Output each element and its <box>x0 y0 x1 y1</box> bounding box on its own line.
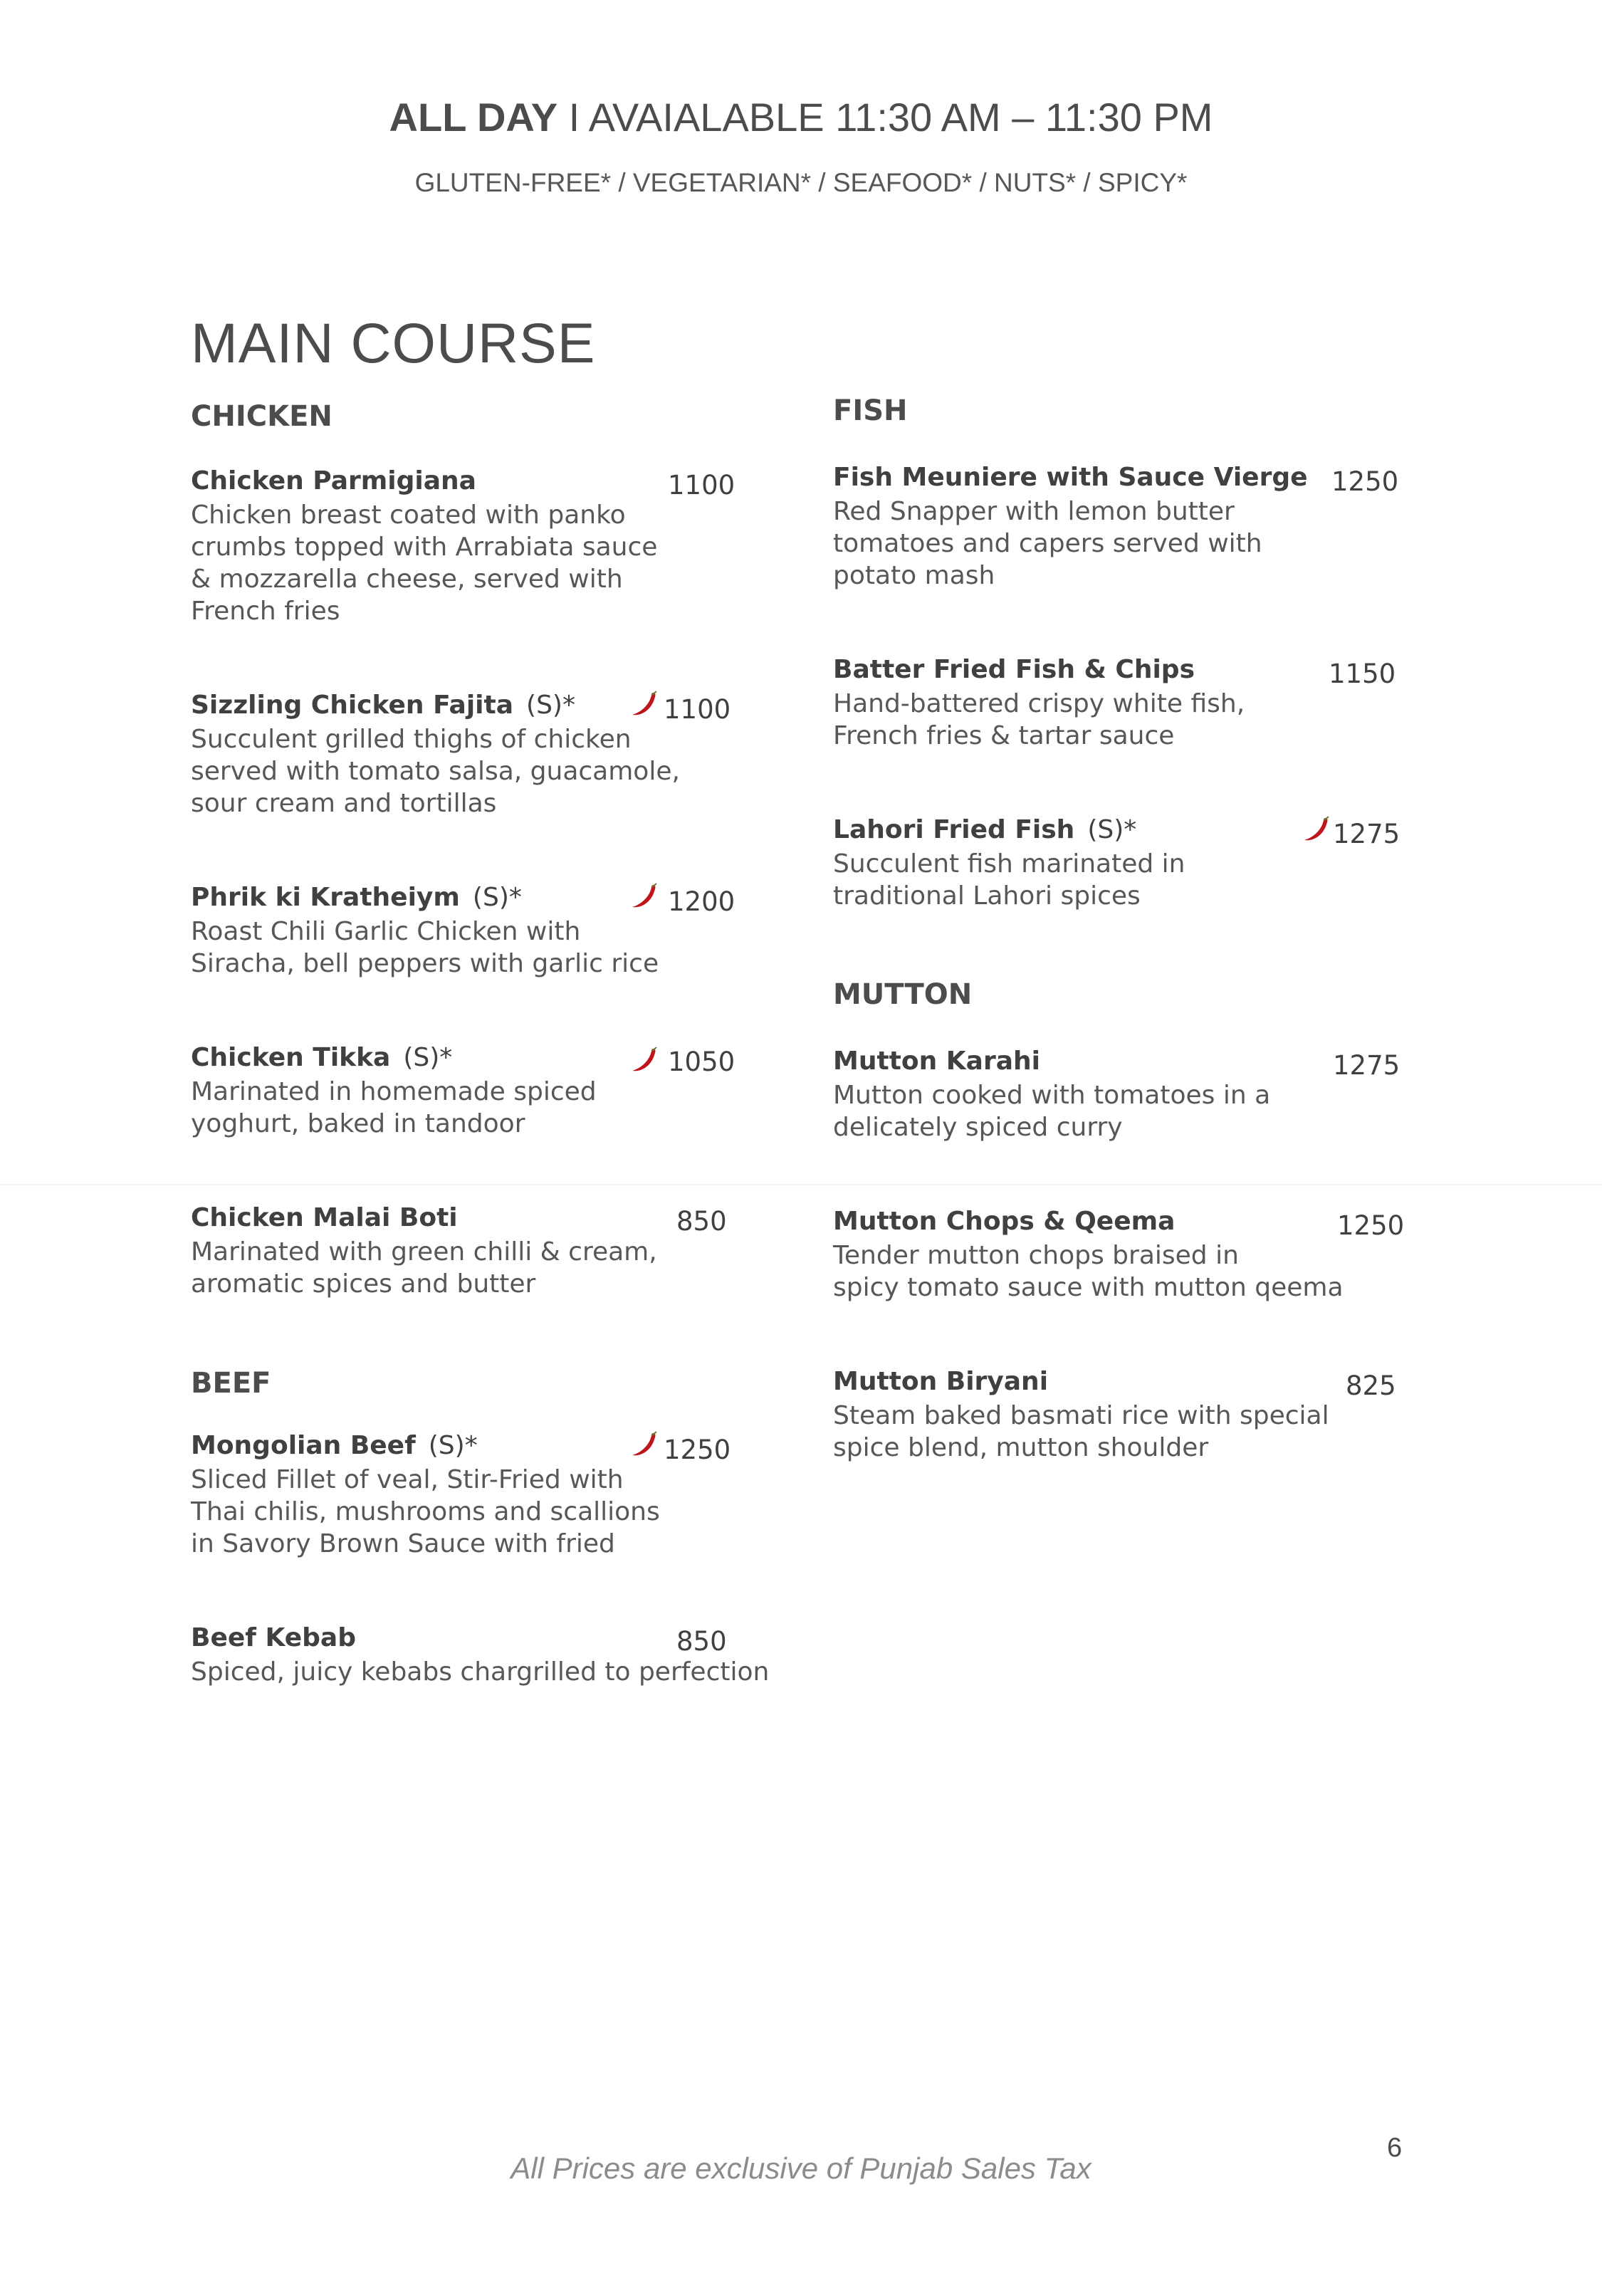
category-mutton: MUTTON <box>833 978 973 1011</box>
category-fish: FISH <box>833 394 908 427</box>
item-name: Lahori Fried Fish <box>833 815 1075 844</box>
menu-item <box>833 463 1308 592</box>
chili-pepper-icon <box>1302 816 1330 844</box>
menu-header <box>0 94 1602 140</box>
item-name: Fish Meuniere with Sauce Vierge <box>833 463 1308 492</box>
menu-item <box>833 815 1185 912</box>
tax-disclaimer: All Prices are exclusive of Punjab Sales Tax <box>511 2151 1091 2185</box>
spicy-tag: (S)* <box>526 691 575 720</box>
chili-pepper-icon <box>629 1431 658 1459</box>
menu-item <box>191 1203 657 1300</box>
item-name: Mongolian Beef <box>191 1431 416 1460</box>
item-description: Succulent grilled thighs of chicken served with tomato salsa, guacamole, sour cream and tortillas <box>191 725 680 818</box>
item-description: Steam baked basmati rice with special spice blend, mutton shoulder <box>833 1401 1329 1462</box>
item-description: Spiced, juicy kebabs chargrilled to perfection <box>191 1657 770 1687</box>
item-name: Phrik ki Kratheiym <box>191 883 460 912</box>
item-price: 1275 <box>1333 1050 1401 1081</box>
item-name: Mutton Karahi <box>833 1047 1040 1076</box>
dietary-legend: GLUTEN-FREE* / VEGETARIAN* / SEAFOOD* / NUTS* / SPICY* <box>414 168 1188 197</box>
menu-item <box>191 1431 660 1560</box>
item-description: Mutton cooked with tomatoes in a delicately spiced curry <box>833 1081 1271 1142</box>
item-price: 1100 <box>668 470 735 500</box>
menu-item <box>833 1367 1329 1464</box>
item-price: 1200 <box>668 886 735 917</box>
item-name: Chicken Parmigiana <box>191 466 476 496</box>
item-name: Chicken Tikka <box>191 1043 391 1072</box>
item-description: Marinated with green chilli & cream, aromatic spices and butter <box>191 1237 657 1299</box>
header-availability: AVAIALABLE 11:30 AM – 11:30 PM <box>588 95 1213 140</box>
item-price: 1050 <box>668 1047 735 1077</box>
header-all-day: ALL DAY <box>389 95 558 140</box>
item-name: Chicken Malai Boti <box>191 1203 458 1232</box>
item-name: Batter Fried Fish & Chips <box>833 655 1195 684</box>
chili-pepper-icon <box>629 883 658 911</box>
category-chicken: CHICKEN <box>191 400 333 433</box>
spicy-tag: (S)* <box>1087 815 1137 844</box>
spicy-tag: (S)* <box>428 1431 478 1460</box>
menu-item <box>191 466 657 627</box>
chili-pepper-icon <box>629 691 658 719</box>
item-price: 1275 <box>1333 819 1401 849</box>
item-price: 850 <box>676 1206 727 1237</box>
item-description: Hand-battered crispy white fish, French fries & tartar sauce <box>833 689 1245 750</box>
menu-item <box>191 1043 597 1140</box>
item-description: Roast Chili Garlic Chicken with Siracha, bell peppers with garlic rice <box>191 917 659 978</box>
spicy-tag: (S)* <box>472 883 522 912</box>
item-name: Sizzling Chicken Fajita <box>191 691 514 720</box>
category-beef: BEEF <box>191 1367 271 1400</box>
item-price: 1250 <box>1337 1210 1405 1241</box>
item-description: Chicken breast coated with panko crumbs topped with Arrabiata sauce & mozzarella cheese, served with French fries <box>191 500 658 626</box>
menu-item <box>833 655 1245 752</box>
menu-item <box>833 1047 1270 1143</box>
menu-item <box>191 691 680 819</box>
item-name: Beef Kebab <box>191 1623 356 1652</box>
spicy-tag: (S)* <box>403 1043 453 1072</box>
chili-pepper-icon <box>629 1047 658 1075</box>
item-price: 1250 <box>1331 466 1399 497</box>
header-separator: I <box>557 95 589 140</box>
item-name: Mutton Biryani <box>833 1367 1049 1396</box>
item-name: Mutton Chops & Qeema <box>833 1207 1176 1236</box>
item-description: Tender mutton chops braised in spicy tomato sauce with mutton qeema <box>833 1241 1344 1302</box>
item-price: 1250 <box>664 1435 731 1465</box>
item-price: 825 <box>1346 1370 1396 1401</box>
page-number: 6 <box>1387 2133 1403 2163</box>
item-description: Sliced Fillet of veal, Stir-Fried with Thai chilis, mushrooms and scallions in Savory Brown Sauce with fried <box>191 1465 660 1558</box>
item-price: 1100 <box>664 694 731 725</box>
menu-item <box>191 883 659 980</box>
item-description: Red Snapper with lemon butter tomatoes and capers served with potato mash <box>833 497 1262 590</box>
item-price: 1150 <box>1329 659 1396 689</box>
menu-item <box>833 1207 1344 1304</box>
page-title: MAIN COURSE <box>191 311 596 374</box>
divider <box>0 1184 1602 1185</box>
item-description: Marinated in homemade spiced yoghurt, baked in tandoor <box>191 1077 597 1138</box>
item-price: 850 <box>676 1626 727 1657</box>
item-description: Succulent fish marinated in traditional Lahori spices <box>833 849 1185 911</box>
